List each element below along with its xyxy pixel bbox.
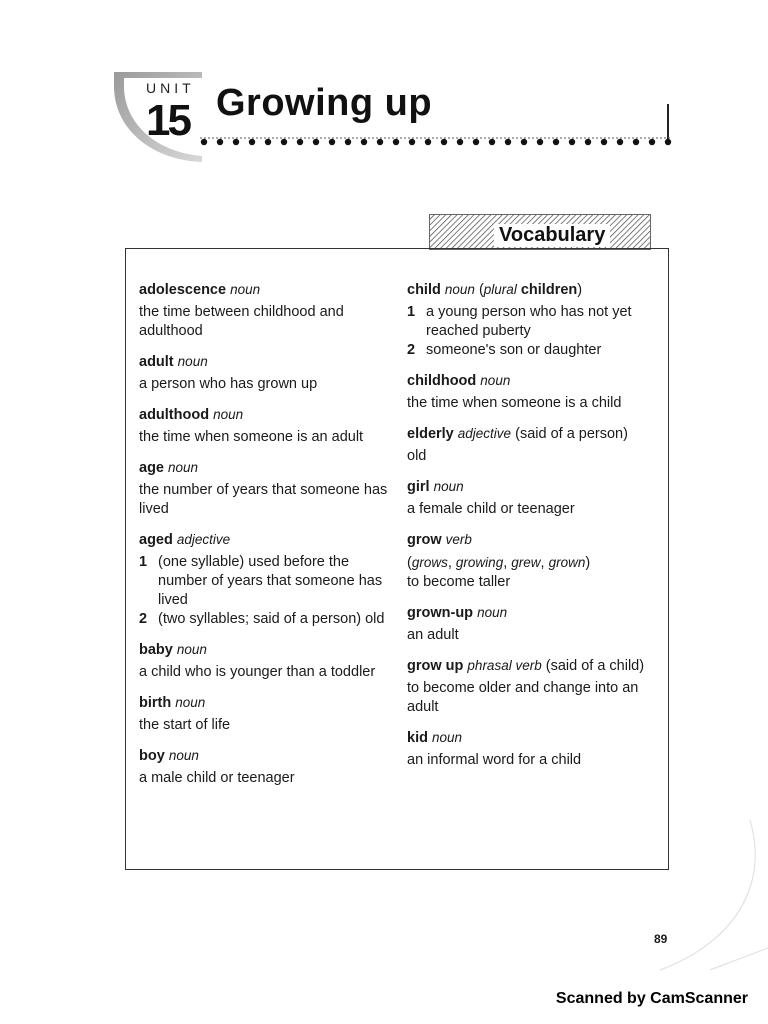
headword: childhood (407, 373, 477, 389)
usage-note: (said of a person) (515, 426, 628, 442)
definition: a young person who has not yet reached puberty (426, 304, 632, 339)
part-of-speech: noun (431, 730, 463, 745)
separator: , (503, 555, 512, 571)
entry-adult (139, 352, 389, 394)
entry-elderly (407, 424, 657, 466)
definition: an adult (407, 627, 459, 643)
plural-label: plural (483, 282, 517, 297)
entry-adolescence (139, 280, 389, 341)
page-curl-mark (600, 820, 768, 980)
page-title: Growing up (216, 82, 433, 124)
part-of-speech: noun (176, 642, 207, 657)
separator: , (540, 555, 549, 571)
part-of-speech: noun (433, 479, 464, 494)
part-of-speech: noun (168, 748, 199, 763)
definition: someone's son or daughter (426, 342, 602, 358)
sense-number: 2 (407, 342, 416, 358)
verb-form: grows (411, 555, 448, 570)
part-of-speech: noun (168, 460, 199, 475)
verb-form: grew (511, 555, 541, 570)
headword: elderly (407, 426, 454, 442)
paren-open: ( (407, 555, 412, 571)
part-of-speech: adjective (457, 426, 512, 441)
definition: the time when someone is a child (407, 395, 622, 411)
entry-kid (407, 728, 657, 770)
definition: a male child or teenager (139, 770, 295, 786)
part-of-speech: noun (213, 407, 244, 422)
definition: old (407, 448, 427, 464)
headword: aged (139, 532, 173, 548)
part-of-speech: noun (230, 282, 261, 297)
headword: grown-up (407, 605, 474, 621)
vocabulary-heading: Vocabulary (494, 224, 610, 247)
verb-forms (407, 553, 657, 573)
numbered-sense (407, 303, 657, 341)
paren-close: ) (577, 282, 583, 298)
definition: a female child or teenager (407, 501, 575, 517)
definition: (one syllable) used before the number of years that someone has lived (158, 554, 383, 608)
separator: , (447, 555, 456, 571)
numbered-sense (139, 610, 389, 629)
usage-note: (said of a child) (545, 658, 645, 674)
part-of-speech: verb (445, 532, 472, 547)
scanner-watermark: Scanned by CamScanner (555, 990, 748, 1007)
entry-grown-up (407, 603, 657, 645)
definition: the number of years that someone has lived (139, 482, 388, 517)
headword: age (139, 460, 164, 476)
entry-aged (139, 530, 389, 629)
headword: adolescence (139, 282, 227, 298)
numbered-sense (139, 553, 389, 610)
verb-form: growing (455, 555, 504, 570)
part-of-speech: noun (477, 605, 508, 620)
entry-childhood (407, 371, 657, 413)
part-of-speech: noun (480, 373, 511, 388)
entry-girl (407, 477, 657, 519)
definition: a person who has grown up (139, 376, 318, 392)
headword: birth (139, 695, 172, 711)
headword: grow up (407, 658, 464, 674)
title-rule-end (667, 104, 669, 140)
definition: to become taller (407, 574, 511, 590)
sense-number: 1 (139, 554, 148, 570)
headword: girl (407, 479, 430, 495)
plural-form: children (520, 282, 578, 298)
unit-number: 15 (146, 96, 189, 145)
paren-open: ( (478, 282, 484, 298)
headword: boy (139, 748, 165, 764)
entry-grow (407, 530, 657, 592)
sense-number: 1 (407, 304, 416, 320)
vocabulary-right-column (407, 280, 657, 781)
part-of-speech: adjective (176, 532, 231, 547)
headword: adult (139, 354, 174, 370)
part-of-speech: noun (177, 354, 208, 369)
definition: the time when someone is an adult (139, 429, 364, 445)
entry-baby (139, 640, 389, 682)
numbered-sense (407, 341, 657, 360)
headword: kid (407, 730, 428, 746)
headword: grow (407, 532, 442, 548)
entry-birth (139, 693, 389, 735)
page-number: 89 (654, 932, 668, 946)
entry-adulthood (139, 405, 389, 447)
definition: the start of life (139, 717, 231, 733)
definition: to become older and change into an adult (407, 680, 639, 715)
unit-label: UNIT (146, 80, 195, 96)
entry-age (139, 458, 389, 519)
entry-boy (139, 746, 389, 788)
entry-grow-up (407, 656, 657, 717)
part-of-speech: noun (444, 282, 475, 297)
paren-close: ) (585, 555, 591, 571)
definition: a child who is younger than a toddler (139, 664, 376, 680)
headword: child (407, 282, 441, 298)
sense-number: 2 (139, 611, 148, 627)
part-of-speech: phrasal verb (467, 658, 542, 673)
headword: baby (139, 642, 173, 658)
dotted-rule (200, 136, 676, 148)
definition: the time between childhood and adulthood (139, 304, 344, 339)
definition: an informal word for a child (407, 752, 582, 768)
vocabulary-left-column (139, 280, 389, 799)
definition: (two syllables; said of a person) old (158, 611, 385, 627)
entry-child (407, 280, 657, 360)
headword: adulthood (139, 407, 210, 423)
part-of-speech: noun (175, 695, 206, 710)
verb-form: grown (548, 555, 586, 570)
